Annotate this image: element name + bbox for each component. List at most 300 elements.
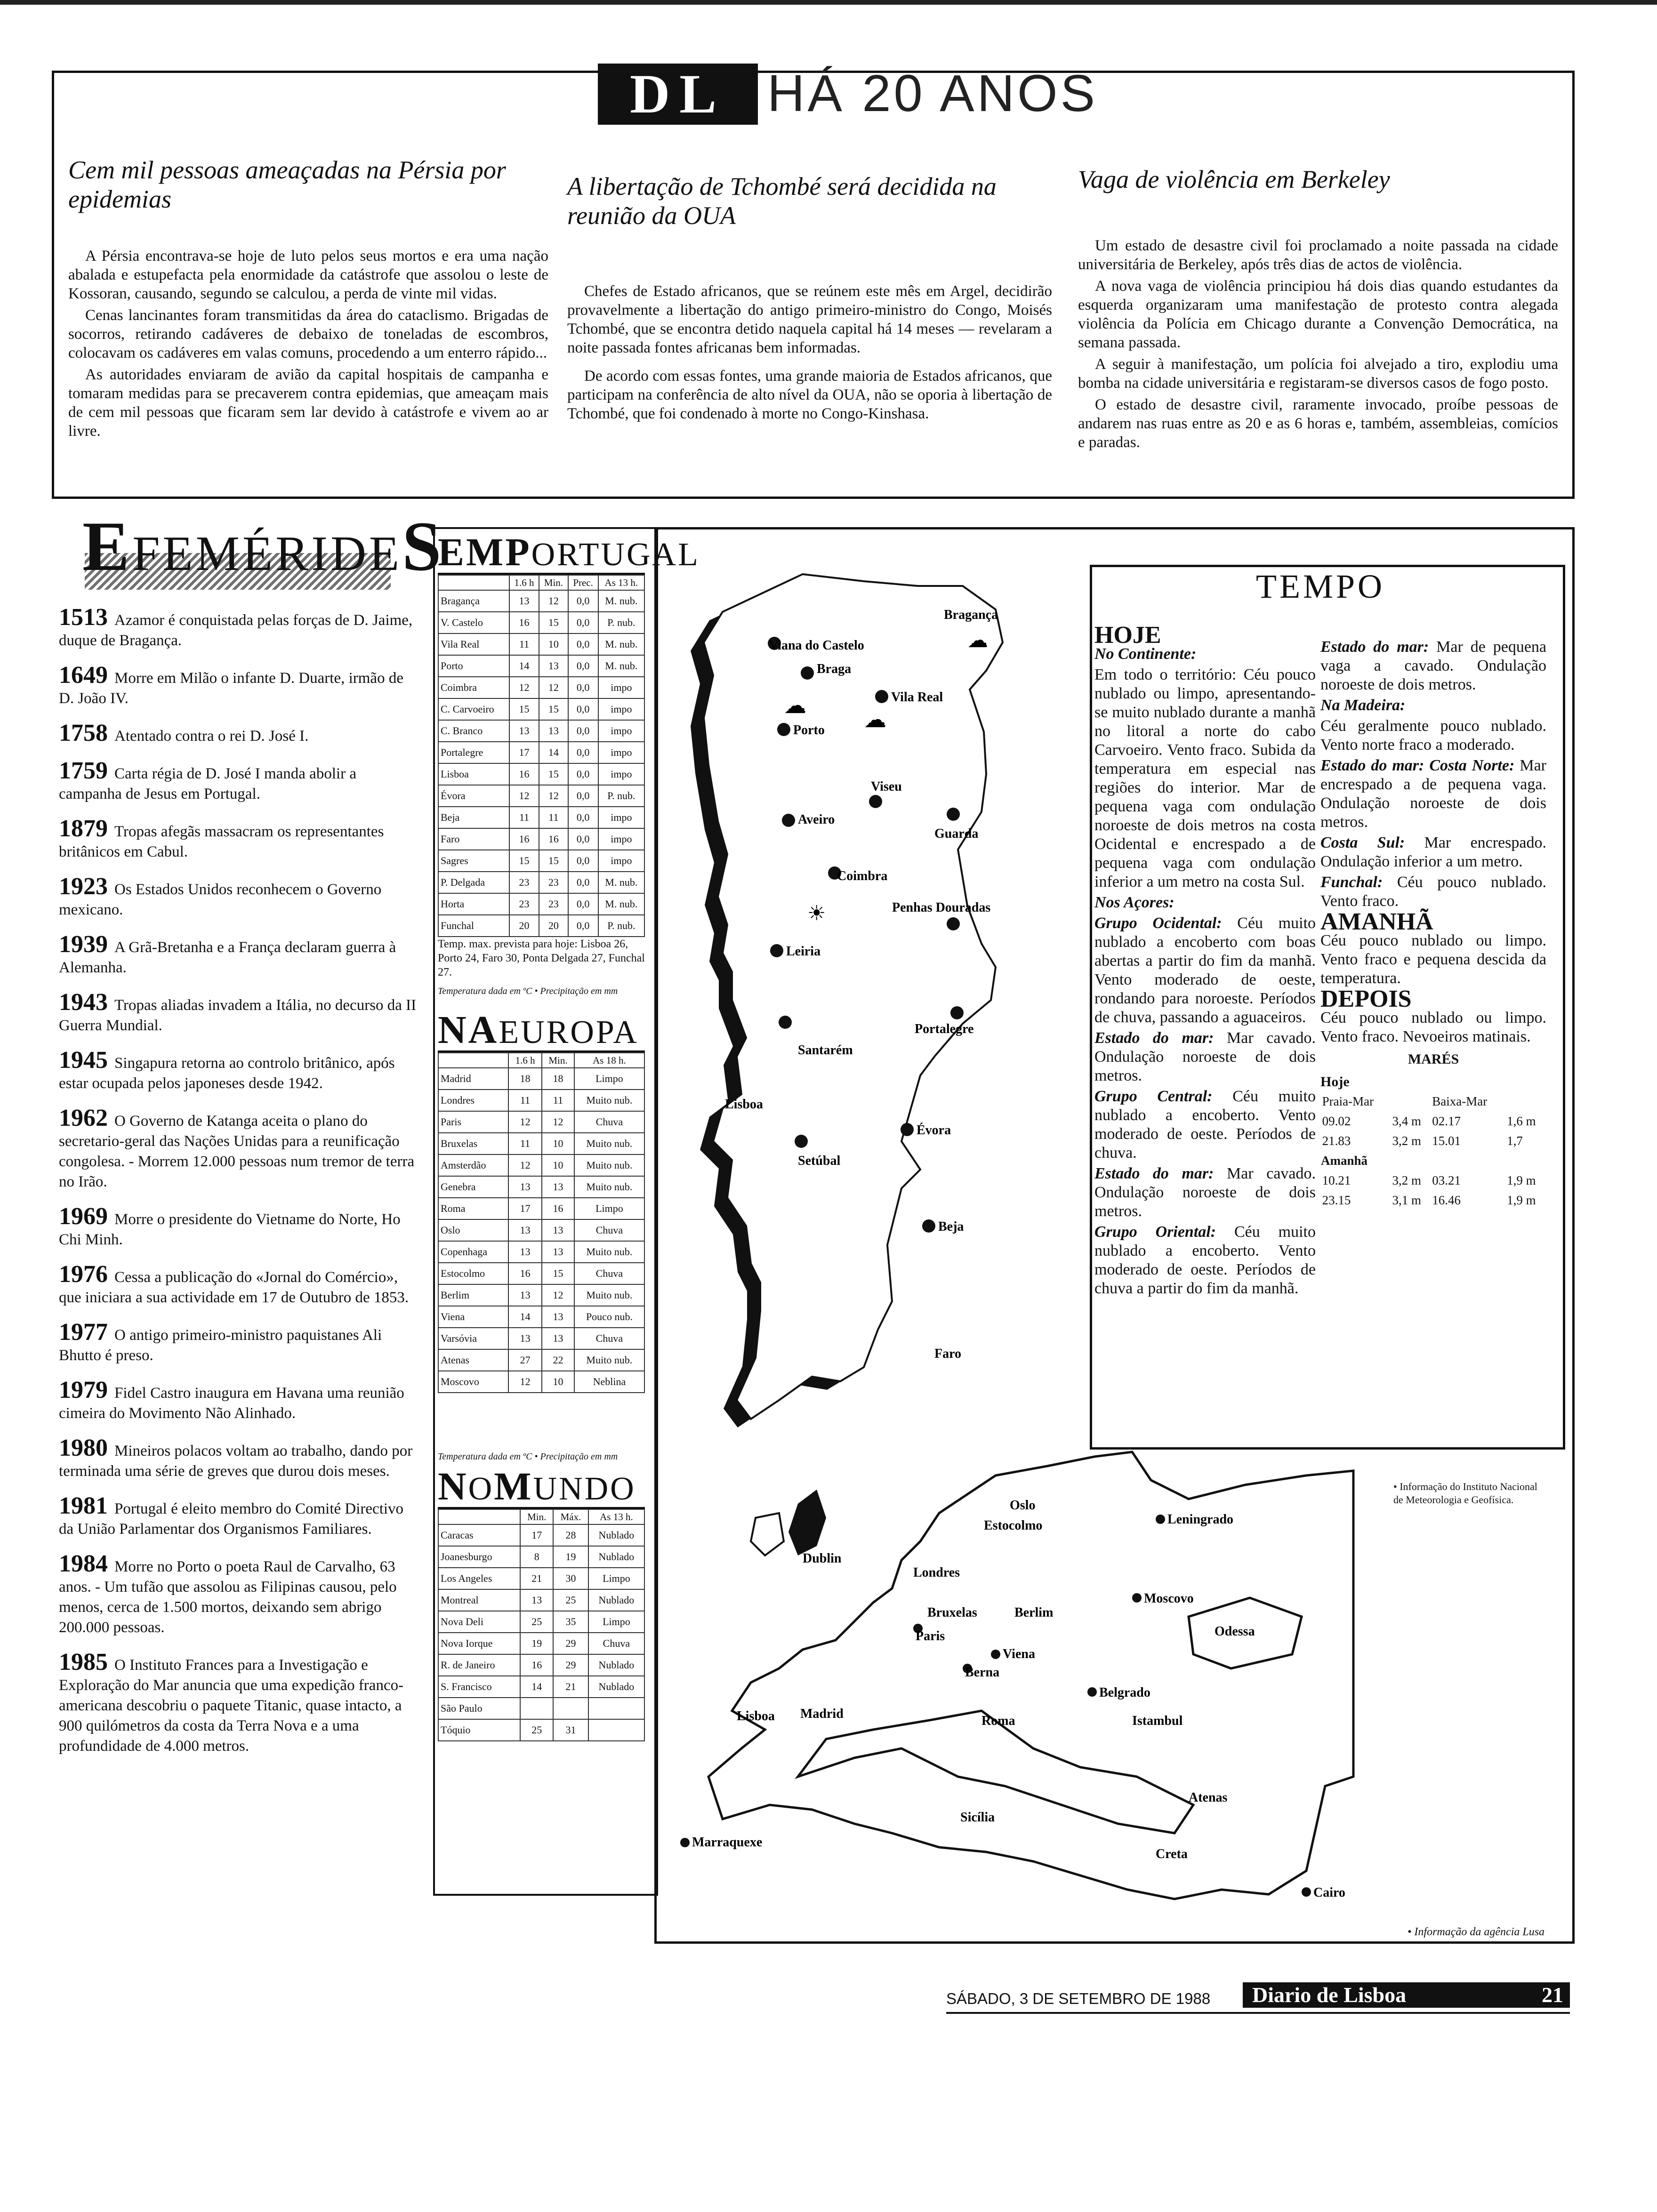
table-cell: 30: [553, 1568, 588, 1589]
footer-date: SÁBADO, 3 DE SETEMBRO DE 1988: [946, 1990, 1211, 2007]
efemeride-year: 1945: [59, 1047, 108, 1074]
efemeride-text: A Grã-Bretanha e a França declaram guerra à Alemanha.: [59, 939, 396, 976]
table-cell: 13: [542, 1241, 574, 1263]
table-row: [438, 1306, 644, 1328]
efemerides-title: [82, 506, 444, 586]
tempo-col-right: [1320, 638, 1546, 1210]
table-cell: 16: [509, 828, 539, 850]
title-final: S: [402, 507, 444, 585]
label: Estado do mar:: [1094, 1165, 1214, 1182]
table-cell: 12: [539, 590, 568, 612]
table-header-cell: 1.6 h: [509, 575, 539, 590]
efemeride-text: Tropas aliadas invadem a Itália, no decurso da II Guerra Mundial.: [59, 997, 417, 1034]
table-cell: Nublado: [588, 1589, 644, 1611]
map-dot: [1156, 1515, 1165, 1524]
table-row: [438, 807, 644, 828]
table-cell: 29: [553, 1633, 588, 1654]
table-cell: Paris: [438, 1111, 508, 1133]
table-cell: 11: [509, 633, 539, 655]
table-cell: 11: [509, 807, 539, 828]
table-cell: Copenhaga: [438, 1241, 508, 1263]
map-label: Belgrado: [1099, 1685, 1150, 1700]
table-cell: Nublado: [588, 1546, 644, 1568]
map-dot: [680, 1838, 690, 1847]
table-cell: S. Francisco: [438, 1676, 520, 1698]
table-cell: 0,0: [568, 785, 598, 807]
table-cell: 16: [542, 1198, 574, 1219]
cloud-icon: ☁: [864, 707, 886, 732]
table-cell: Moscovo: [438, 1371, 508, 1393]
top-rule: [0, 0, 1657, 5]
table-cell: Évora: [438, 785, 509, 807]
table-cell: Bragança: [438, 590, 509, 612]
table-cell: 0,0: [568, 807, 598, 828]
title-part: N: [438, 1465, 468, 1508]
map-dot: [782, 814, 795, 827]
table-header-cell: Min.: [520, 1509, 553, 1524]
table-header-row: [438, 575, 644, 590]
table-cell: Chuva: [588, 1633, 644, 1654]
table-cell: impo: [598, 763, 644, 785]
efemeride-year: 1879: [59, 815, 108, 842]
table-cell: 23: [539, 872, 568, 893]
map-label: Penhas Douradas: [892, 900, 991, 915]
table-header-cell: As 18 h.: [574, 1053, 644, 1068]
portugal-table: [438, 575, 645, 937]
page-number: 21: [1542, 1983, 1563, 2007]
forecast: Mar encrespado. Ondulação inferior a um metro.: [1320, 834, 1546, 870]
efemeride-text: O Governo de Katanga aceita o plano do secretario-geral das Nações Unidas para a reunificação congolesa. - Morrem 12.000 pessoas num tremor de terra no Irão.: [59, 1113, 415, 1190]
table-cell: Muito nub.: [574, 1349, 644, 1371]
footer-brand: [1243, 1982, 1570, 2008]
efemeride-text: O antigo primeiro-ministro paquistanes Ali Bhutto é preso.: [59, 1327, 382, 1364]
article-body: [1078, 236, 1558, 452]
table-cell: 13: [542, 1328, 574, 1349]
article-body: [567, 282, 1052, 423]
efemeride-item: [59, 1203, 417, 1250]
map-dot: [869, 795, 882, 808]
table-row: [438, 1111, 644, 1133]
map-label: Aveiro: [798, 812, 835, 827]
efemeride-item: [59, 1550, 417, 1638]
tide-cell: 3,2 m: [1392, 1173, 1421, 1187]
efemeride-text: Portugal é eleito membro do Comité Directivo da União Parlamentar dos Organismos Familiares.: [59, 1500, 404, 1538]
table-cell: 12: [508, 1111, 542, 1133]
title-part: A: [468, 1008, 499, 1052]
table-row: [438, 1090, 644, 1111]
table-cell: 0,0: [568, 828, 598, 850]
article-body: [68, 247, 548, 441]
cloud-icon: ☁: [784, 693, 806, 718]
article-paragraph: Chefes de Estado africanos, que se reúnem este mês em Argel, decidirão provavelmente a libertação do antigo primeiro-ministro do Congo, Moisés Tchombé, que se encontra detido naquela capital há 14 meses — revelaram a noite passada fontes africanas bem informadas.: [567, 283, 1052, 356]
europe-map: [657, 1447, 1363, 1932]
table-header-cell: As 13 h.: [598, 575, 644, 590]
map-label: Viana do Castelo: [769, 638, 864, 653]
table-row: [438, 698, 644, 720]
table-cell: M. nub.: [598, 893, 644, 915]
table-row: [438, 1241, 644, 1263]
article-paragraph: De acordo com essas fontes, uma grande maioria de Estados africanos, que participam na conferência de alto nível da OUA, não se oporia à libertação de Tchombé, que foi condenado à morte no Congo-Kinshasa.: [567, 368, 1052, 422]
table-cell: R. de Janeiro: [438, 1654, 520, 1676]
table-cell: 10: [542, 1371, 574, 1393]
table-cell: Portalegre: [438, 742, 509, 763]
table-row: [438, 1371, 644, 1393]
table-cell: 14: [520, 1676, 553, 1698]
table-cell: 11: [539, 807, 568, 828]
table-cell: M. nub.: [598, 590, 644, 612]
table-row: [438, 1068, 644, 1090]
table-cell: 0,0: [568, 763, 598, 785]
efemeride-item: [59, 815, 417, 862]
title-part: P: [505, 530, 531, 574]
table-cell: 12: [542, 1284, 574, 1306]
table-header-cell: Min.: [539, 575, 568, 590]
map-label: Leiria: [786, 944, 821, 959]
table-cell: Genebra: [438, 1176, 508, 1198]
table-row: [438, 1154, 644, 1176]
map-label: Berna: [965, 1665, 1000, 1680]
article-persia: [68, 155, 548, 443]
table-cell: 13: [542, 1306, 574, 1328]
map-label: Berlim: [1014, 1605, 1054, 1620]
map-label: Roma: [981, 1714, 1015, 1728]
table-row: [438, 1284, 644, 1306]
table-cell: 13: [508, 1176, 542, 1198]
map-label: Coimbra: [837, 869, 888, 883]
tide-cell: 15.01: [1432, 1134, 1461, 1148]
map-label: Estocolmo: [984, 1518, 1043, 1533]
table-cell: 12: [509, 785, 539, 807]
map-label: Viseu: [871, 779, 902, 794]
table-cell: 13: [509, 590, 539, 612]
efemeride-year: 1943: [59, 989, 108, 1016]
efemeride-year: 1962: [59, 1105, 108, 1131]
map-label: Leningrado: [1167, 1512, 1234, 1527]
article-berkeley: [1078, 165, 1558, 455]
mares-hoje-label: Hoje: [1320, 1074, 1350, 1090]
efemeride-text: Os Estados Unidos reconhecem o Governo mexicano.: [59, 881, 382, 918]
tide-cell: 03.21: [1432, 1173, 1461, 1187]
title-middle: FEMÉRIDE: [132, 526, 402, 581]
mares-block: [1320, 1050, 1546, 1210]
table-cell: Muito nub.: [574, 1090, 644, 1111]
table-cell: Limpo: [588, 1611, 644, 1633]
map-label: Bruxelas: [927, 1605, 977, 1620]
table-row: [438, 1633, 644, 1654]
table-cell: 13: [520, 1589, 553, 1611]
tide-cell: 1,6 m: [1507, 1114, 1536, 1128]
table-cell: Beja: [438, 807, 509, 828]
efemeride-year: 1649: [59, 662, 108, 689]
table-cell: M. nub.: [598, 655, 644, 677]
table-cell: [520, 1698, 553, 1719]
efemeride-item: [59, 1261, 417, 1308]
table-cell: 25: [520, 1611, 553, 1633]
efemeride-item: [59, 989, 417, 1036]
table-row: [438, 742, 644, 763]
table-cell: Nublado: [588, 1524, 644, 1546]
praia-mar-header: Praia-Mar: [1322, 1094, 1374, 1108]
efemeride-item: [59, 604, 417, 651]
table-cell: 22: [542, 1349, 574, 1371]
map-label: Beja: [938, 1219, 964, 1234]
table-cell: 13: [509, 720, 539, 742]
table-header-cell: 1.6 h: [508, 1053, 542, 1068]
table-cell: Los Angeles: [438, 1568, 520, 1589]
map-label: Bragança: [944, 608, 998, 622]
table-cell: 11: [508, 1133, 542, 1154]
mundo-table: [438, 1509, 645, 1741]
tide-cell: 23.15: [1322, 1193, 1351, 1207]
table-cell: Viena: [438, 1306, 508, 1328]
table-row: [438, 1263, 644, 1284]
map-label: Madrid: [800, 1707, 844, 1721]
table-cell: Limpo: [588, 1568, 644, 1589]
table-cell: Muito nub.: [574, 1133, 644, 1154]
table-cell: Roma: [438, 1198, 508, 1219]
tempo-col-left: [1094, 622, 1316, 1300]
map-label: Porto: [793, 723, 825, 737]
article-paragraph: Um estado de desastre civil foi proclamado a noite passada na cidade universitária de Berkeley, após três dias de actos de violência.: [1078, 237, 1558, 273]
table-cell: 29: [553, 1654, 588, 1676]
cloud-icon: ☁: [967, 629, 988, 652]
map-label: Odessa: [1215, 1624, 1255, 1639]
table-cell: Amsterdão: [438, 1154, 508, 1176]
efemeride-year: 1979: [59, 1377, 108, 1403]
tide-cell: 09.02: [1322, 1114, 1351, 1128]
article-paragraph: Cenas lancinantes foram transmitidas da área do cataclismo. Brigadas de socorros, retirando cadáveres de debaixo de toneladas de escombros, colocavam os cadáveres em valas comuns, procedendo a um enterro rápido...: [68, 307, 548, 361]
dl-logo: DL: [598, 64, 758, 125]
table-cell: impo: [598, 698, 644, 720]
map-dot: [779, 1016, 792, 1029]
label: Estado do mar:: [1094, 1029, 1214, 1047]
efemeride-year: 1980: [59, 1435, 108, 1461]
map-label: Oslo: [1010, 1498, 1036, 1513]
table-cell: 20: [539, 915, 568, 937]
map-dot: [922, 1219, 935, 1233]
table-header-cell: [438, 1509, 520, 1524]
tide-cell: 1,7: [1507, 1134, 1523, 1148]
table-cell: 12: [508, 1371, 542, 1393]
mares-amanha-label: Amanhã: [1321, 1154, 1368, 1168]
table-row: [438, 1719, 644, 1741]
table-cell: Bruxelas: [438, 1133, 508, 1154]
brand-name: Diario de Lisboa: [1252, 1983, 1407, 2007]
table-cell: 13: [542, 1219, 574, 1241]
title-part: EM: [438, 530, 506, 574]
table-cell: C. Carvoeiro: [438, 698, 509, 720]
table-cell: impo: [598, 828, 644, 850]
efemeride-item: [59, 1105, 417, 1192]
no-mundo-section: [438, 1450, 645, 1741]
table-cell: Nublado: [588, 1654, 644, 1676]
efemeride-item: [59, 1377, 417, 1424]
efemeride-text: O Instituto Frances para a Investigação e Exploração do Mar anuncia que uma expedição franco-americana descobriu o paquete Titanic, quase intacto, a 900 quilómetros da costa da Terra Nova e a uma profundidade de 4.000 metros.: [59, 1657, 404, 1755]
map-dot: [1087, 1687, 1097, 1697]
table-row: [438, 893, 644, 915]
ireland-island: [751, 1513, 784, 1555]
efemeride-text: Tropas afegãs massacram os representantes britânicos em Cabul.: [59, 823, 384, 860]
depois-heading: DEPOIS: [1320, 986, 1412, 1012]
map-dot: [950, 1006, 964, 1019]
title-part: M: [494, 1465, 533, 1508]
table-header-cell: Prec.: [568, 575, 598, 590]
table-row: [438, 655, 644, 677]
agency-credit: • Informação da agência Lusa: [1408, 1926, 1545, 1938]
label: Estado do mar:: [1320, 638, 1429, 656]
table-cell: impo: [598, 720, 644, 742]
table-cell: Sagres: [438, 850, 509, 872]
table-header-row: [438, 1509, 644, 1524]
table-cell: 16: [509, 763, 539, 785]
continente-forecast: Em todo o território: Céu pouco nublado ou limpo, apresentando-se muito nublado durante a manhã no litoral a norte do cabo Carvoeiro. Vento fraco. Subida da temperatura em especial nas regiões do interior. Mar de pequena vaga com ondulação noroeste de dois metros na costa Ocidental e encrespado a de pequena vaga com ondulação inferior a um metro na costa Sul.: [1094, 666, 1316, 890]
map-dot: [991, 1650, 1000, 1659]
table-cell: 13: [508, 1219, 542, 1241]
table-cell: 11: [542, 1090, 574, 1111]
table-header-cell: Máx.: [553, 1509, 588, 1524]
table-cell: 15: [539, 612, 568, 633]
map-dot: [795, 1135, 808, 1148]
forecast: Mar encrespado a de pequena vaga. Ondulação noroeste de dois metros.: [1320, 757, 1546, 831]
efemeride-text: Atentado contra o rei D. José I.: [114, 728, 309, 745]
table-row: [438, 1133, 644, 1154]
table-row: [438, 1198, 644, 1219]
table-row: [438, 720, 644, 742]
efemeride-item: [59, 720, 417, 746]
table-cell: Madrid: [438, 1068, 508, 1090]
table-header-cell: [438, 575, 509, 590]
efemeride-year: 1976: [59, 1261, 108, 1288]
table-cell: 17: [520, 1524, 553, 1546]
table-cell: impo: [598, 742, 644, 763]
table-cell: 19: [553, 1546, 588, 1568]
efemerides-list: [59, 604, 417, 1771]
map-label: Viena: [1003, 1647, 1035, 1661]
efemeride-item: [59, 1435, 417, 1482]
efemeride-item: [59, 1492, 417, 1539]
footer-rule: [946, 2012, 1570, 2014]
table-cell: impo: [598, 807, 644, 828]
table-row: [438, 633, 644, 655]
mares-table: [1320, 1091, 1546, 1210]
map-label: Lisboa: [725, 1097, 763, 1112]
table-cell: Coimbra: [438, 677, 509, 698]
efemeride-text: Morre no Porto o poeta Raul de Carvalho, 63 anos. - Um tufão que assolou as Filipinas causou, pelo menos, cerca de 1.500 mortos, deixando sem abrigo 200.000 pessoas.: [59, 1558, 397, 1636]
efemeride-item: [59, 931, 417, 978]
table-cell: 15: [509, 698, 539, 720]
efemeride-year: 1969: [59, 1203, 108, 1230]
table-cell: 23: [539, 893, 568, 915]
table-cell: Nublado: [588, 1676, 644, 1698]
table-cell: Limpo: [574, 1068, 644, 1090]
table-header-row: [438, 1053, 644, 1068]
efemeride-text: Azamor é conquistada pelas forças de D. Jaime, duque de Bragança.: [59, 612, 413, 649]
table-cell: 0,0: [568, 612, 598, 633]
table-cell: 14: [508, 1306, 542, 1328]
table-cell: Nova Deli: [438, 1611, 520, 1633]
efemeride-item: [59, 873, 417, 920]
forecast: Céu pouco nublado. Vento fraco.: [1320, 874, 1546, 910]
table-row: [438, 1611, 644, 1633]
section-title: HÁ 20 ANOS: [767, 64, 1098, 122]
article-paragraph: A nova vaga de violência principiou há dois dias quando estudantes da esquerda organizaram uma manifestação de protesto contra alegada violência da Polícia em Chicago durante a Convenção Democrática, na semana passada.: [1078, 278, 1558, 351]
table-cell: 16: [508, 1263, 542, 1284]
efemeride-year: 1758: [59, 720, 108, 746]
amanha-forecast: Céu pouco nublado ou limpo. Vento fraco e pequena descida da temperatura.: [1320, 932, 1546, 987]
map-dot: [777, 723, 790, 736]
table-cell: 10: [542, 1154, 574, 1176]
article-paragraph: A seguir à manifestação, um polícia foi alvejado a tiro, explodiu uma bomba na cidade universitária e registaram-se diversos casos de fogo posto.: [1078, 356, 1558, 392]
table-cell: 19: [520, 1633, 553, 1654]
table-row: [438, 1568, 644, 1589]
map-dot: [947, 917, 960, 930]
table-cell: 0,0: [568, 872, 598, 893]
table-cell: Montreal: [438, 1589, 520, 1611]
table-cell: 13: [508, 1328, 542, 1349]
max-temp-note: Temp. max. prevista para hoje: Lisboa 26, Porto 24, Faro 30, Ponta Delgada 27, Funchal 27.: [438, 938, 645, 978]
efemeride-year: 1939: [59, 931, 108, 958]
table-cell: V. Castelo: [438, 612, 509, 633]
article-paragraph: O estado de desastre civil, raramente invocado, proíbe pessoas de andarem nas ruas entre as 20 e as 6 horas e, também, assembleias, comícios e paradas.: [1078, 396, 1558, 451]
continente-label: No Continente:: [1094, 645, 1197, 663]
madeira-label: Na Madeira:: [1320, 697, 1406, 714]
efemeride-text: Carta régia de D. José I manda abolir a campanha de Jesus em Portugal.: [59, 765, 357, 802]
map-dot: [770, 944, 783, 957]
table-cell: Porto: [438, 655, 509, 677]
map-label: Moscovo: [1144, 1591, 1194, 1606]
tide-cell: 16.46: [1432, 1193, 1461, 1207]
table-cell: 12: [508, 1154, 542, 1176]
efemeride-text: Mineiros polacos voltam ao trabalho, dando por terminada uma série de greves que durou dois meses.: [59, 1443, 413, 1480]
table-cell: 12: [509, 677, 539, 698]
title-part: ORTUGAL: [531, 537, 700, 573]
europa-table: [438, 1052, 645, 1393]
table-cell: 15: [539, 763, 568, 785]
table-cell: 13: [539, 720, 568, 742]
table-cell: 18: [542, 1068, 574, 1090]
table-row: [438, 677, 644, 698]
table-cell: Neblina: [574, 1371, 644, 1393]
article-headline: Vaga de violência em Berkeley: [1078, 165, 1390, 193]
table-header-cell: [438, 1053, 508, 1068]
table-cell: impo: [598, 677, 644, 698]
table-cell: 17: [508, 1198, 542, 1219]
table-cell: 0,0: [568, 633, 598, 655]
efemeride-year: 1923: [59, 873, 108, 900]
table-cell: Faro: [438, 828, 509, 850]
table-cell: Oslo: [438, 1219, 508, 1241]
efemeride-item: [59, 757, 417, 804]
forecast: Céu muito nublado a encoberto com boas abertas a partir do fim da manhã. Vento moderado de oeste, rondando para noroeste. Períodos de chuva, passando a aguaceiros.: [1094, 914, 1316, 1026]
table-cell: 14: [509, 655, 539, 677]
tide-cell: 1,9 m: [1507, 1193, 1536, 1207]
table-cell: Muito nub.: [574, 1284, 644, 1306]
efemeride-year: 1513: [59, 604, 108, 631]
table-row: [438, 915, 644, 937]
tide-cell: 3,4 m: [1392, 1114, 1421, 1128]
table-cell: Chuva: [574, 1328, 644, 1349]
article-paragraph: As autoridades enviaram de avião da capital hospitais de campanha e tomaram medidas para se precaverem contra epidemias, que ameaçam mais de cem mil pessoas que ficaram sem lar devido à catástrofe e vivem ao ar livre.: [68, 366, 548, 440]
table-cell: 25: [520, 1719, 553, 1741]
tide-cell: 10.21: [1322, 1173, 1351, 1187]
table-cell: impo: [598, 850, 644, 872]
map-dot: [901, 1123, 914, 1136]
table-row: [438, 1219, 644, 1241]
table-cell: 15: [539, 850, 568, 872]
table-cell: 10: [539, 633, 568, 655]
efemeride-item: [59, 1047, 417, 1094]
table-cell: Joanesburgo: [438, 1546, 520, 1568]
